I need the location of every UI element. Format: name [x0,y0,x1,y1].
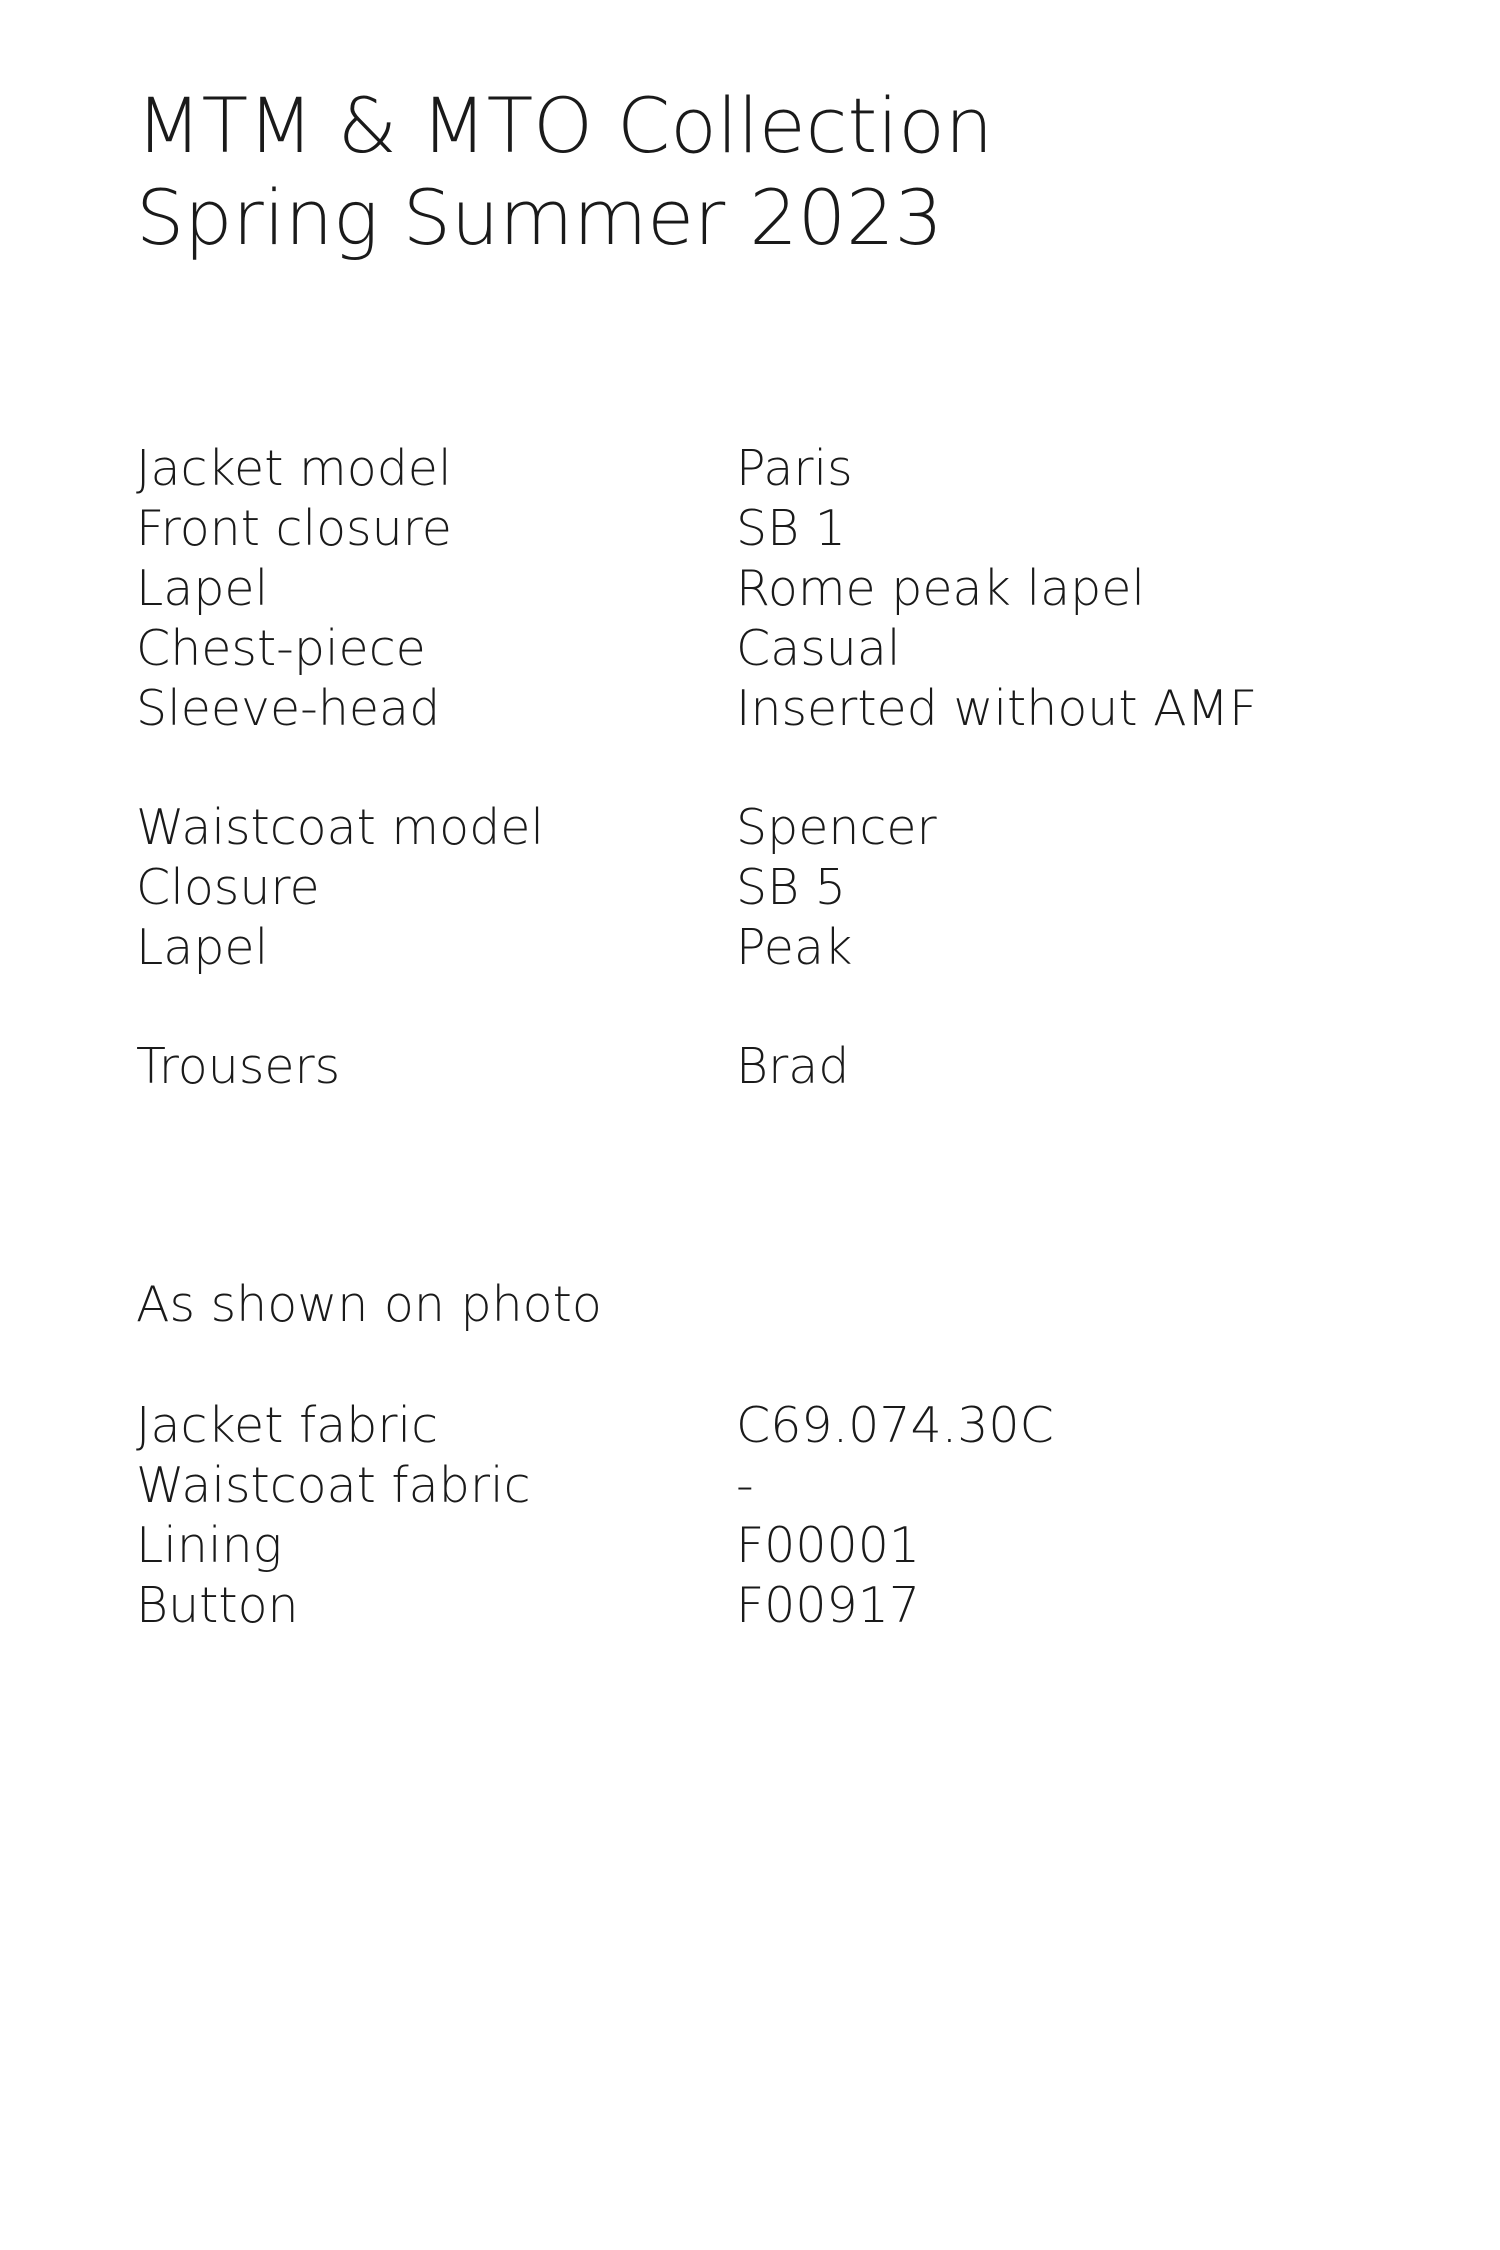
spec-row-closure [136,857,1336,917]
photo-note: As shown on photo [136,1276,602,1333]
jacket-spec-section [136,438,1336,738]
spec-label: Waistcoat fabric [136,1456,531,1514]
spec-row-jacket-fabric [136,1395,1336,1455]
spec-value: Rome peak lapel [736,559,1146,617]
spec-value: F00001 [736,1516,921,1574]
spec-row-waistcoat-fabric [136,1455,1336,1515]
spec-label: Lapel [136,559,269,617]
spec-value: SB 1 [736,499,846,557]
title-line-season: Spring Summer 2023 [136,173,943,262]
spec-value: F00917 [736,1576,921,1634]
spec-row-sleeve-head [136,678,1336,738]
title-line-collection: MTM & MTO Collection [136,81,994,170]
trousers-spec-section [136,1036,1336,1096]
spec-row-front-closure [136,498,1336,558]
spec-label: Sleeve-head [136,679,441,737]
spec-value: Inserted without AMF [736,679,1258,737]
spec-value: Casual [736,619,901,677]
spec-value: - [736,1456,754,1514]
spec-value: Spencer [736,798,937,856]
spec-value: SB 5 [736,858,846,916]
spec-label: Button [136,1576,299,1634]
spec-row-button [136,1575,1336,1635]
spec-row-chest-piece [136,618,1336,678]
spec-label: Lapel [136,918,269,976]
spec-label: Chest-piece [136,619,426,677]
spec-label: Jacket model [136,439,452,497]
spec-value: Peak [736,918,853,976]
spec-row-lining [136,1515,1336,1575]
waistcoat-spec-section [136,797,1336,977]
spec-value: Brad [736,1037,850,1095]
spec-row-lapel [136,558,1336,618]
spec-row-jacket-model [136,438,1336,498]
fabric-spec-section [136,1395,1336,1635]
spec-value: C69.074.30C [736,1396,1054,1454]
spec-value: Paris [736,439,853,497]
spec-label: Lining [136,1516,283,1574]
spec-label: Jacket fabric [136,1396,439,1454]
spec-row-trousers [136,1036,1336,1096]
page-title [136,80,993,264]
spec-row-waistcoat-model [136,797,1336,857]
spec-label: Waistcoat model [136,798,545,856]
spec-label: Closure [136,858,320,916]
spec-label: Front closure [136,499,452,557]
spec-label: Trousers [136,1037,341,1095]
spec-row-waistcoat-lapel [136,917,1336,977]
